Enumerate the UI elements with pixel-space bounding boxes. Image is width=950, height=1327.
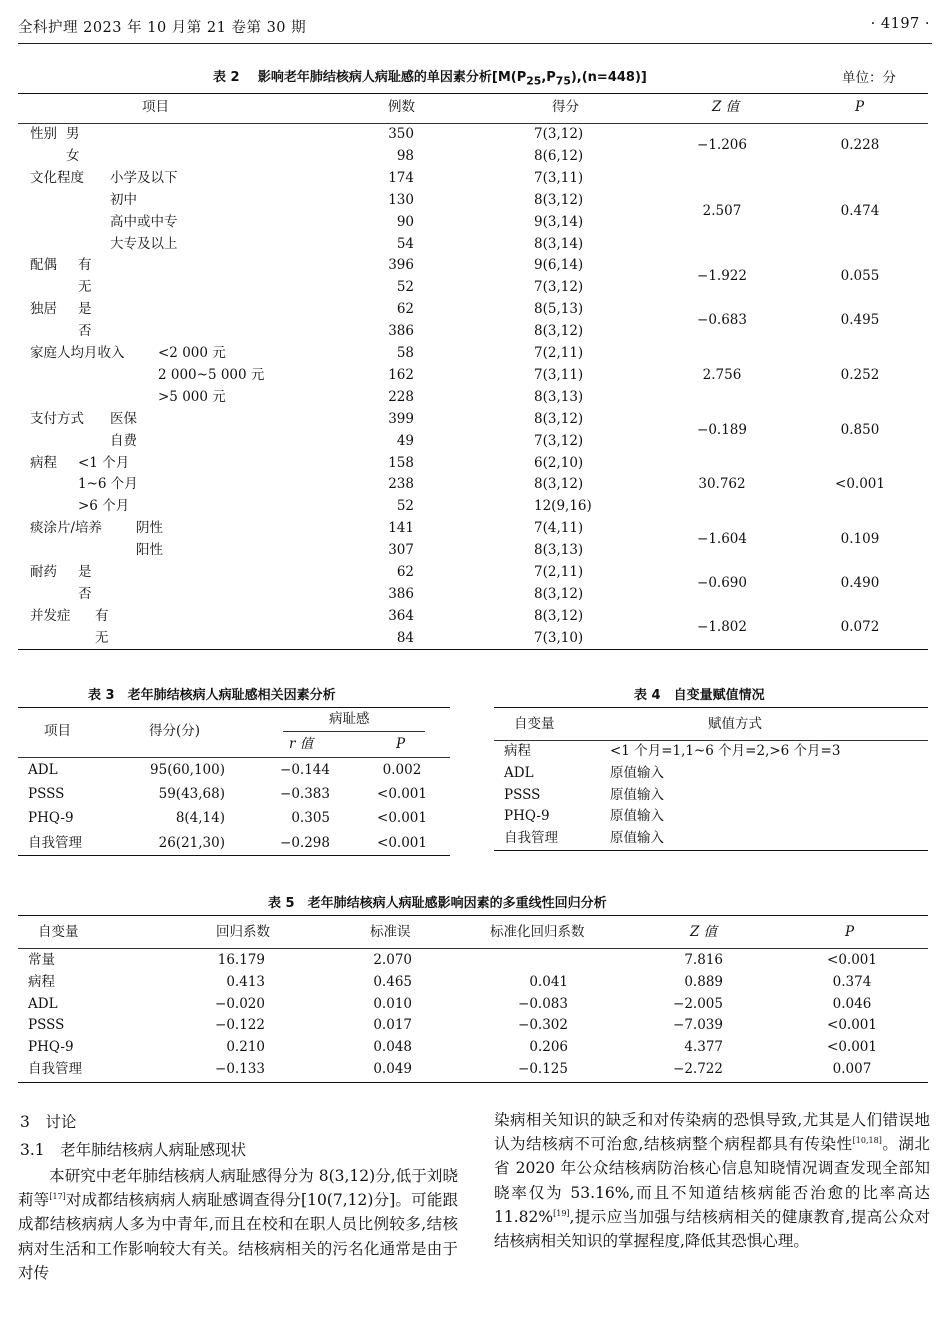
table2-score-value: 7(3,11) [534, 169, 584, 186]
table4-var: PSSS [504, 786, 541, 803]
table2-item-label: 有 [95, 607, 109, 624]
table2-item-label: 2 000~5 000 元 [158, 366, 265, 383]
table5-z: −2.005 [673, 995, 723, 1012]
table2-item-label: 男 [66, 126, 80, 142]
table3-header-score: 得分(分) [149, 723, 201, 739]
table2-score-value: 7(3,12) [534, 432, 584, 449]
table2-score-value: 7(3,11) [534, 366, 584, 383]
left-para-part1: 本研究中老年肺结核病人病耻感得分为 8(3,12)分,低于刘晓莉等 [18, 1167, 458, 1210]
table2-score-value: 8(6,12) [534, 147, 584, 164]
table2-score-value: 7(3,10) [534, 629, 584, 646]
table2-item-label: 小学及以下 [110, 169, 178, 186]
table2-n-value: 396 [388, 257, 414, 274]
table5-var: ADL [28, 995, 58, 1012]
table2-z-value: −1.604 [697, 531, 747, 548]
table5-b: 0.413 [226, 973, 265, 990]
table2-score-value: 7(2,11) [534, 564, 584, 580]
table2-item-label: 大专及以上 [110, 235, 178, 252]
table2-n-value: 58 [396, 345, 414, 361]
table2-caption-num: 表 2 [213, 70, 240, 85]
table2-z-value: 30.762 [698, 476, 746, 493]
table4-top-rule [494, 707, 928, 708]
subsection-heading: 3.1 老年肺结核病人病耻感现状 [20, 1141, 247, 1159]
right-para-part1: 染病相关知识的缺乏和对传染病的恐惧导致,尤其是人们错误地认为结核病不可治愈,结核病整个病程都具有传染性 [494, 1111, 930, 1154]
table2-n-value: 228 [388, 388, 414, 405]
table2-item-label: >5 000 元 [158, 388, 226, 405]
table5-p: <0.001 [827, 1039, 877, 1056]
table2-p-value: <0.001 [835, 476, 885, 493]
table2-caption-p75: 75 [555, 74, 571, 88]
table2-score-value: 12(9,16) [534, 498, 592, 515]
table2-n-value: 386 [388, 585, 414, 602]
table3-top-rule [18, 707, 450, 708]
table2-caption-p25: 25 [526, 74, 542, 88]
right-ref-19: [19] [553, 1208, 570, 1218]
table2-n-value: 364 [388, 607, 414, 624]
table5-col-se: 标准误 [370, 924, 411, 940]
table2-score-value: 8(3,12) [534, 607, 584, 624]
table2-z-value: −1.206 [697, 136, 747, 153]
table2-p-value: 0.850 [840, 421, 880, 438]
table2-score-value: 6(2,10) [534, 454, 584, 471]
table2-col-p: P [855, 99, 865, 115]
table5-var: PSSS [28, 1017, 65, 1034]
table2-group-label: 家庭人均月收入 [30, 345, 125, 361]
table2-score-value: 7(4,11) [534, 520, 584, 537]
right-ref-10-18: [10,18] [852, 1136, 882, 1146]
table2-score-value: 9(3,14) [534, 213, 584, 230]
table5-z: 4.377 [684, 1039, 723, 1056]
table5-p: <0.001 [827, 1017, 877, 1034]
table2-p-value: 0.109 [840, 531, 880, 548]
table2-n-value: 350 [388, 126, 414, 142]
table2-n-value: 84 [396, 629, 414, 646]
table3-p: <0.001 [377, 810, 427, 827]
table4-var: ADL [504, 764, 534, 781]
table3-p: 0.002 [382, 762, 422, 778]
table5-b: −0.020 [215, 995, 265, 1012]
table5-se: 2.070 [373, 952, 412, 968]
left-para-part2: 对成都结核病病人病耻感调查得分[10(7,12)分]。可能跟成都结核病病人多为中青年,而且在校和在职人员比例较多,结核病对生活和工作影响较大有关。结核病相关的污名化通常是由于对传 [18, 1191, 458, 1282]
table3-group-rule [283, 731, 425, 732]
table2-caption [213, 66, 647, 88]
table5-beta: −0.083 [518, 995, 568, 1012]
table3-header-rule [18, 757, 450, 758]
table5-z: 7.816 [684, 952, 723, 968]
table2-top-rule [18, 93, 928, 94]
table5-var: 常量 [28, 952, 55, 968]
table3-header-p: P [396, 736, 406, 752]
table3-item: 自我管理 [28, 834, 82, 851]
table2-item-label: 无 [95, 629, 109, 646]
table3-p: <0.001 [377, 786, 427, 803]
table2-group-label: 病程 [30, 454, 57, 471]
right-para-part3: ,提示应当加强与结核病相关的健康教育,提高公众对结核病相关知识的掌握程度,降低其恐惧心理。 [494, 1207, 930, 1250]
table5-caption: 表 5 老年肺结核病人病耻感影响因素的多重线性回归分析 [268, 896, 607, 911]
table5-se: 0.017 [373, 1017, 412, 1034]
table2-group-label: 性别 [30, 126, 57, 142]
table3-item: ADL [28, 762, 58, 778]
table2-score-value: 8(3,13) [534, 388, 584, 405]
table5-se: 0.010 [373, 995, 412, 1012]
table2-col-z: Z 值 [712, 99, 740, 115]
table2-n-value: 54 [396, 235, 414, 252]
table2-group-label: 耐药 [30, 564, 57, 580]
table2-n-value: 49 [396, 432, 414, 449]
table2-group-label: 并发症 [30, 607, 71, 624]
table3-r: 0.305 [291, 810, 330, 827]
table3-caption: 表 3 老年肺结核病人病耻感相关因素分析 [88, 688, 336, 703]
table2-n-value: 62 [396, 564, 414, 580]
table5-col-z: Z 值 [690, 924, 718, 940]
table2-item-label: 阳性 [136, 542, 163, 559]
table3-score: 26(21,30) [158, 834, 225, 851]
table4-header-var: 自变量 [514, 716, 555, 732]
table2-header-rule [18, 123, 928, 124]
table2-item-label: >6 个月 [78, 498, 130, 515]
table4-bottom-rule [494, 850, 928, 851]
table2-col-item: 项目 [142, 99, 169, 115]
table2-score-value: 7(3,12) [534, 126, 584, 142]
table3-item: PSSS [28, 786, 65, 803]
table3-r: −0.383 [280, 786, 330, 803]
table4-var: 自我管理 [504, 830, 558, 847]
table3-r: −0.298 [280, 834, 330, 851]
table2-col-n: 例数 [388, 99, 415, 115]
table2-item-label: 高中或中专 [110, 213, 178, 230]
table2-score-value: 9(6,14) [534, 257, 584, 274]
table2-item-label: 阴性 [136, 520, 163, 537]
table2-p-value: 0.490 [840, 574, 880, 591]
table2-bottom-rule [18, 649, 928, 650]
table4-method: 原值输入 [610, 764, 664, 781]
table3-header-group: 病耻感 [329, 711, 370, 727]
table2-score-value: 8(3,14) [534, 235, 584, 252]
table3-r: −0.144 [280, 762, 330, 778]
table5-beta: −0.302 [518, 1017, 568, 1034]
table2-n-value: 386 [388, 323, 414, 340]
table5-col-b: 回归系数 [216, 924, 270, 940]
header-rule [18, 43, 932, 44]
table2-item-label: 女 [66, 147, 80, 164]
table2-item-label: 无 [78, 279, 92, 296]
table2-unit: 单位：分 [842, 70, 896, 86]
table2-item-label: 是 [78, 564, 92, 580]
table2-score-value: 8(3,12) [534, 476, 584, 493]
table2-z-value: 2.507 [702, 202, 742, 219]
table2-z-value: −0.683 [697, 312, 747, 329]
table3-header-item: 项目 [44, 723, 71, 739]
table5-var: PHQ-9 [28, 1039, 74, 1056]
table3-score: 95(60,100) [150, 762, 225, 778]
table2-item-label: 有 [78, 257, 92, 274]
table2-item-label: 1~6 个月 [78, 476, 138, 493]
table2-p-value: 0.252 [840, 366, 880, 383]
table2-z-value: 2.756 [702, 366, 742, 383]
table2-n-value: 399 [388, 410, 414, 427]
table5-col-p: P [845, 924, 855, 940]
table4-header-method: 赋值方式 [708, 716, 762, 732]
table2-p-value: 0.072 [840, 618, 880, 635]
table2-score-value: 8(3,12) [534, 191, 584, 208]
table2-score-value: 8(3,12) [534, 323, 584, 340]
table3-score: 8(4,14) [175, 810, 225, 827]
table5-se: 0.049 [373, 1061, 412, 1077]
table5-bottom-rule [18, 1082, 928, 1083]
table2-group-label: 痰涂片/培养 [30, 520, 103, 537]
table5-col-var: 自变量 [38, 924, 79, 940]
table3-header-r: r 值 [289, 736, 314, 752]
table5-b: −0.122 [215, 1017, 265, 1034]
table2-n-value: 158 [388, 454, 414, 471]
table2-group-label: 配偶 [30, 257, 57, 274]
section-heading: 3 讨论 [20, 1113, 77, 1131]
table2-group-label: 独居 [30, 301, 57, 318]
table5-col-beta: 标准化回归系数 [490, 924, 585, 940]
table5-se: 0.048 [373, 1039, 412, 1056]
table2-item-label: <2 000 元 [158, 345, 226, 361]
table5-p: 0.046 [832, 995, 872, 1012]
table5-z: 0.889 [684, 973, 723, 990]
table4-header-rule [494, 740, 928, 741]
table2-z-value: −1.922 [697, 268, 747, 285]
table5-b: 16.179 [217, 952, 265, 968]
table2-p-value: 0.228 [840, 136, 880, 153]
table5-b: 0.210 [226, 1039, 265, 1056]
table2-p-value: 0.055 [840, 268, 880, 285]
table2-caption-end: ),(n=448)] [570, 70, 647, 85]
right-column-paragraph [494, 1108, 930, 1253]
table2-p-value: 0.474 [840, 202, 880, 219]
table5-z: −7.039 [673, 1017, 723, 1034]
table5-var: 病程 [28, 973, 55, 990]
table5-top-rule [18, 915, 928, 916]
table2-item-label: 初中 [110, 191, 137, 208]
table4-var: 病程 [504, 743, 531, 759]
table5-z: −2.722 [673, 1061, 723, 1077]
table2-n-value: 162 [388, 366, 414, 383]
table5-p: <0.001 [827, 952, 877, 968]
table2-caption-main: 影响老年肺结核病人病耻感的单因素分析[M(P [257, 70, 527, 85]
table2-item-label: 自费 [110, 432, 137, 449]
table2-n-value: 307 [388, 542, 414, 559]
table5-var: 自我管理 [28, 1061, 82, 1077]
right-para-part2: 。湖北省 2020 年公众结核病防治核心信息知晓情况调查发现全部知晓率仅为 53.16%,而且不知道结核病能否治愈的比率高达 11.82% [494, 1135, 930, 1226]
table2-score-value: 7(2,11) [534, 345, 584, 361]
table2-score-value: 8(3,12) [534, 585, 584, 602]
table2-n-value: 98 [396, 147, 414, 164]
table2-z-value: −0.189 [697, 421, 747, 438]
table2-n-value: 174 [388, 169, 414, 186]
table2-n-value: 130 [388, 191, 414, 208]
table2-item-label: 是 [78, 301, 92, 318]
table4-method: 原值输入 [610, 786, 664, 803]
table5-p: 0.374 [832, 973, 872, 990]
table5-beta: 0.041 [529, 973, 568, 990]
table3-score: 59(43,68) [158, 786, 225, 803]
table3-item: PHQ-9 [28, 810, 74, 827]
table5-beta: 0.206 [529, 1039, 568, 1056]
table5-p: 0.007 [832, 1061, 872, 1077]
table4-var: PHQ-9 [504, 808, 550, 825]
table2-n-value: 62 [396, 301, 414, 318]
table2-n-value: 238 [388, 476, 414, 493]
left-column-paragraph [18, 1164, 458, 1285]
table4-caption: 表 4 自变量赋值情况 [634, 688, 765, 703]
table4-method: <1 个月=1,1~6 个月=2,>6 个月=3 [610, 743, 841, 759]
table5-header-rule [18, 948, 928, 949]
table5-b: −0.133 [215, 1061, 265, 1077]
table2-z-value: −1.802 [697, 618, 747, 635]
table2-caption-text [257, 70, 647, 88]
table2-caption-mid: ,P [541, 70, 556, 85]
left-ref-17: [17] [49, 1192, 66, 1202]
table3-p: <0.001 [377, 834, 427, 851]
table3-bottom-rule [18, 855, 450, 856]
table2-z-value: −0.690 [697, 574, 747, 591]
table4-method: 原值输入 [610, 808, 664, 825]
table2-group-label: 文化程度 [30, 169, 84, 186]
table2-n-value: 141 [388, 520, 414, 537]
table2-score-value: 8(3,12) [534, 410, 584, 427]
table2-item-label: 医保 [110, 410, 137, 427]
table2-n-value: 52 [396, 279, 414, 296]
table4-method: 原值输入 [610, 830, 664, 847]
table2-n-value: 52 [396, 498, 414, 515]
running-header-left: 全科护理 2023 年 10 月第 21 卷第 30 期 [18, 20, 307, 36]
table2-n-value: 90 [396, 213, 414, 230]
table2-score-value: 8(5,13) [534, 301, 584, 318]
table5-se: 0.465 [373, 973, 412, 990]
table2-score-value: 8(3,13) [534, 542, 584, 559]
table2-score-value: 7(3,12) [534, 279, 584, 296]
table2-group-label: 支付方式 [30, 410, 84, 427]
table2-item-label: 否 [78, 323, 92, 340]
table2-p-value: 0.495 [840, 312, 880, 329]
table2-col-score: 得分 [552, 99, 579, 115]
table2-item-label: <1 个月 [78, 454, 130, 471]
page-number: · 4197 · [870, 16, 930, 32]
table5-beta: −0.125 [518, 1061, 568, 1077]
table2-item-label: 否 [78, 585, 92, 602]
